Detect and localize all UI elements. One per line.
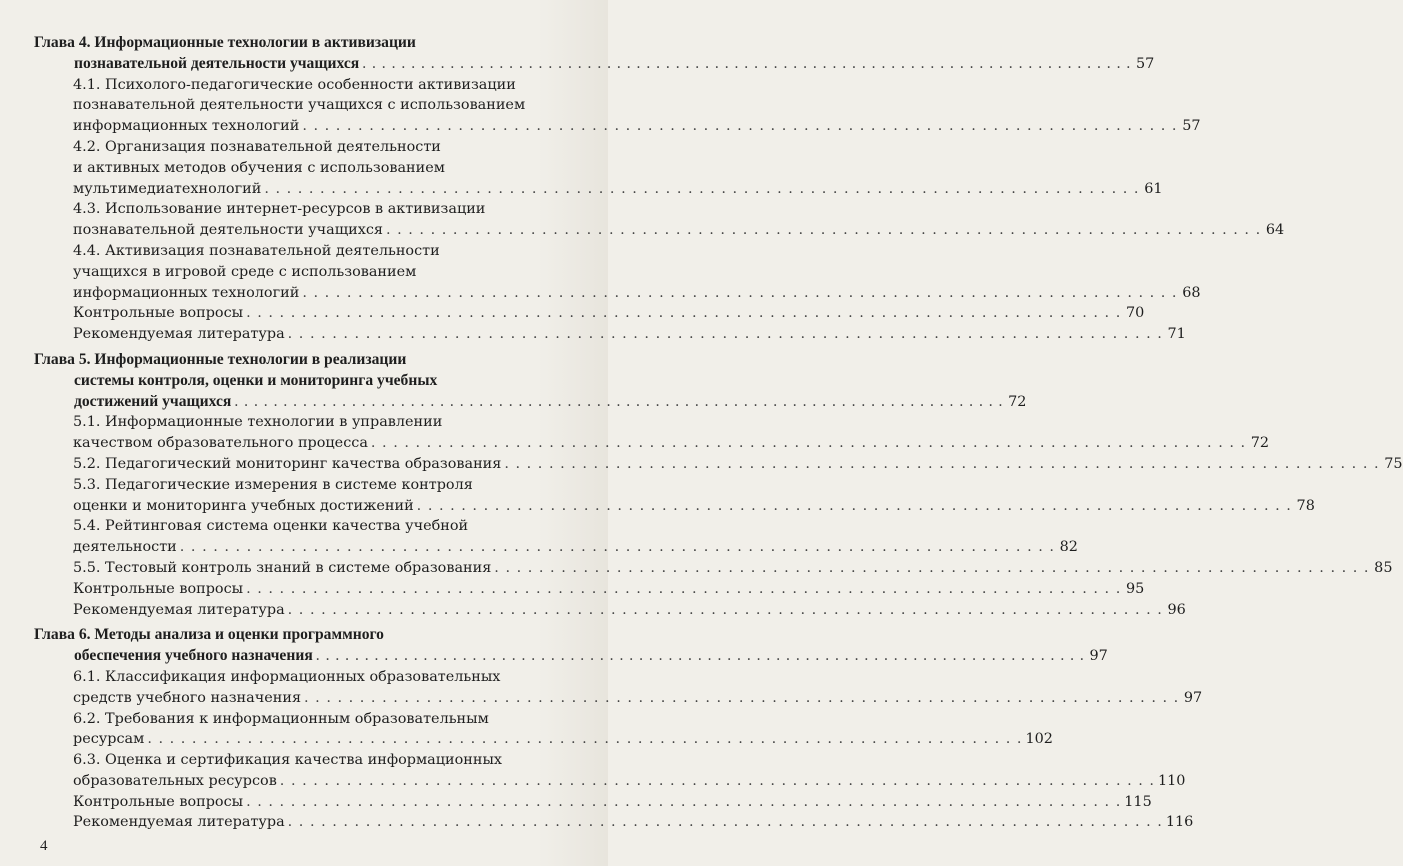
toc-line: [0, 116, 1201, 137]
toc-line: [0, 199, 608, 220]
toc-text: Контрольные вопросы: [73, 580, 244, 597]
toc-line: [0, 625, 608, 646]
toc-page-number: 82: [1059, 539, 1078, 556]
toc-text: учащихся в игровой среде с использованием: [73, 263, 417, 280]
dot-leader: [246, 792, 1121, 813]
toc-text: системы контроля, оценки и мониторинга учебных: [74, 371, 438, 389]
toc-line: [0, 95, 608, 116]
toc-text: обеспечения учебного назначения: [74, 647, 313, 665]
toc-line: [0, 392, 1027, 413]
toc-text: 6.3. Оценка и сертификация качества информационных: [73, 752, 503, 769]
toc-section: [0, 750, 1186, 792]
dot-leader: [386, 220, 1261, 241]
toc-section: [0, 137, 1163, 199]
toc-chapter: [0, 625, 1108, 667]
toc-page-number: 110: [1157, 772, 1186, 789]
toc-line: [0, 241, 608, 262]
toc-line: [0, 179, 1163, 200]
toc-page-number: 70: [1125, 305, 1145, 322]
toc-line: [0, 496, 1315, 517]
toc-section: [0, 475, 1315, 517]
toc-line: [0, 646, 1108, 667]
dot-leader: [504, 454, 1379, 475]
dot-leader: [304, 688, 1179, 709]
dot-leader: [288, 324, 1163, 345]
toc-text: мультимедиатехнологий: [73, 180, 262, 197]
toc-line: [0, 579, 1145, 600]
toc-page-number: 97: [1183, 689, 1203, 706]
toc-text: Контрольные вопросы: [73, 793, 244, 810]
toc-line: [0, 688, 1203, 709]
toc-line: [0, 433, 1270, 454]
toc-page-number: 57: [1182, 118, 1201, 135]
toc-text: 5.2. Педагогический мониторинг качества образования: [73, 455, 502, 472]
toc-section: [0, 75, 1201, 137]
toc-section: [0, 241, 1201, 303]
toc-text: познавательной деятельности учащихся с использованием: [73, 97, 526, 114]
toc-line: [0, 137, 608, 158]
dot-leader: [362, 54, 1131, 75]
toc-line: [0, 454, 1403, 475]
dot-leader: [246, 579, 1121, 600]
toc-line: [0, 371, 608, 392]
toc-page-number: 68: [1182, 284, 1201, 301]
toc-line: [0, 771, 1186, 792]
toc-section: [0, 412, 1270, 454]
toc-line: [0, 75, 608, 96]
toc-section: [0, 558, 1393, 579]
toc-line: [0, 750, 608, 771]
toc-page-number: 57: [1135, 55, 1155, 72]
toc-text: средств учебного назначения: [73, 689, 302, 706]
toc-text: информационных технологий: [73, 284, 300, 301]
toc-page-number: 97: [1089, 648, 1108, 665]
toc-line: [0, 33, 608, 54]
toc-line: [0, 54, 1155, 75]
toc-text: 4.1. Психолого-педагогические особенности активизации: [73, 76, 516, 93]
page-number: 4: [40, 838, 48, 854]
dot-leader: [316, 646, 1085, 667]
toc-text: Глава 6. Методы анализа и оценки программного: [34, 626, 384, 644]
toc-text: 5.1. Информационные технологии в управлении: [73, 414, 443, 431]
toc-text: информационных технологий: [73, 118, 300, 135]
dot-leader: [234, 392, 1003, 413]
toc-text: 6.1. Классификация информационных образовательных: [73, 668, 501, 685]
toc-text: Глава 5. Информационные технологии в реализации: [34, 350, 407, 368]
toc-section: [0, 454, 1403, 475]
toc-text: образовательных ресурсов: [73, 772, 277, 789]
toc-page-number: 78: [1296, 497, 1315, 514]
toc-section: [0, 709, 1053, 751]
toc-page-number: 72: [1250, 435, 1270, 452]
toc-line: [0, 475, 608, 496]
toc-page-number: 95: [1125, 580, 1145, 597]
toc-line: [0, 516, 608, 537]
toc-text: качеством образовательного процесса: [73, 435, 368, 452]
dot-leader: [280, 771, 1155, 792]
toc-text: Рекомендуемая литература: [73, 814, 285, 831]
toc-line: [0, 324, 1186, 345]
toc-section: [0, 579, 1145, 600]
toc-text: Рекомендуемая литература: [73, 326, 285, 343]
toc-text: 4.4. Активизация познавательной деятельности: [73, 242, 440, 259]
dot-leader: [302, 116, 1177, 137]
toc-page-number: 72: [1008, 393, 1027, 410]
toc-text: познавательной деятельности учащихся: [74, 54, 360, 72]
toc-line: [0, 558, 1393, 579]
toc-line: [0, 412, 608, 433]
toc-page-number: 64: [1265, 222, 1285, 239]
toc-section: [0, 303, 1145, 324]
toc-line: [0, 600, 1186, 621]
toc-text: достижений учащихся: [74, 392, 232, 410]
toc-section: [0, 600, 1186, 621]
toc-line: [0, 709, 608, 730]
toc-text: деятельности: [73, 539, 177, 556]
toc-text: 5.4. Рейтинговая система оценки качества учебной: [73, 518, 469, 535]
toc-line: [0, 283, 1201, 304]
toc-section: [0, 812, 1194, 833]
toc-line: [0, 262, 608, 283]
toc-text: 6.2. Требования к информационным образовательным: [73, 710, 489, 727]
toc-line: [0, 729, 1053, 750]
dot-leader: [371, 433, 1246, 454]
toc-line: [0, 537, 1078, 558]
toc-section: [0, 324, 1186, 345]
dot-leader: [288, 812, 1163, 833]
dot-leader: [147, 729, 1022, 750]
toc-line: [0, 667, 608, 688]
toc-section: [0, 667, 1203, 709]
toc-text: 4.2. Организация познавательной деятельности: [73, 138, 441, 155]
toc-line: [0, 303, 1145, 324]
toc-section: [0, 516, 1078, 558]
toc-text: 4.3. Использование интернет-ресурсов в активизации: [73, 201, 486, 218]
toc-line: [0, 350, 608, 371]
dot-leader: [417, 496, 1292, 517]
table-of-contents: [0, 28, 1403, 833]
toc-page-number: 115: [1124, 793, 1152, 810]
toc-text: оценки и мониторинга учебных достижений: [73, 497, 414, 514]
toc-text: познавательной деятельности учащихся: [73, 222, 383, 239]
toc-text: 5.3. Педагогические измерения в системе контроля: [73, 476, 473, 493]
toc-page-number: 116: [1165, 814, 1194, 831]
toc-chapter: [0, 350, 1027, 412]
toc-page-number: 71: [1167, 326, 1186, 343]
toc-page-number: 61: [1144, 180, 1163, 197]
toc-page-number: 96: [1167, 601, 1186, 618]
dot-leader: [302, 283, 1177, 304]
toc-section: [0, 792, 1152, 813]
toc-section: [0, 199, 1285, 241]
dot-leader: [494, 558, 1369, 579]
dot-leader: [246, 303, 1121, 324]
toc-line: [0, 158, 608, 179]
toc-text: 5.5. Тестовый контроль знаний в системе образования: [73, 559, 492, 576]
dot-leader: [180, 537, 1055, 558]
toc-chapter: [0, 33, 1155, 75]
toc-page-number: 102: [1025, 731, 1053, 748]
toc-page-number: 85: [1374, 559, 1393, 576]
dot-leader: [288, 600, 1163, 621]
dot-leader: [264, 179, 1139, 200]
toc-text: Рекомендуемая литература: [73, 601, 285, 618]
toc-text: и активных методов обучения с использованием: [73, 159, 445, 176]
toc-page-number: 75: [1384, 455, 1403, 472]
toc-line: [0, 792, 1152, 813]
toc-text: Глава 4. Информационные технологии в активизации: [34, 34, 416, 51]
toc-line: [0, 220, 1285, 241]
toc-text: Контрольные вопросы: [73, 305, 244, 322]
toc-text: ресурсам: [73, 731, 145, 748]
toc-line: [0, 812, 1194, 833]
